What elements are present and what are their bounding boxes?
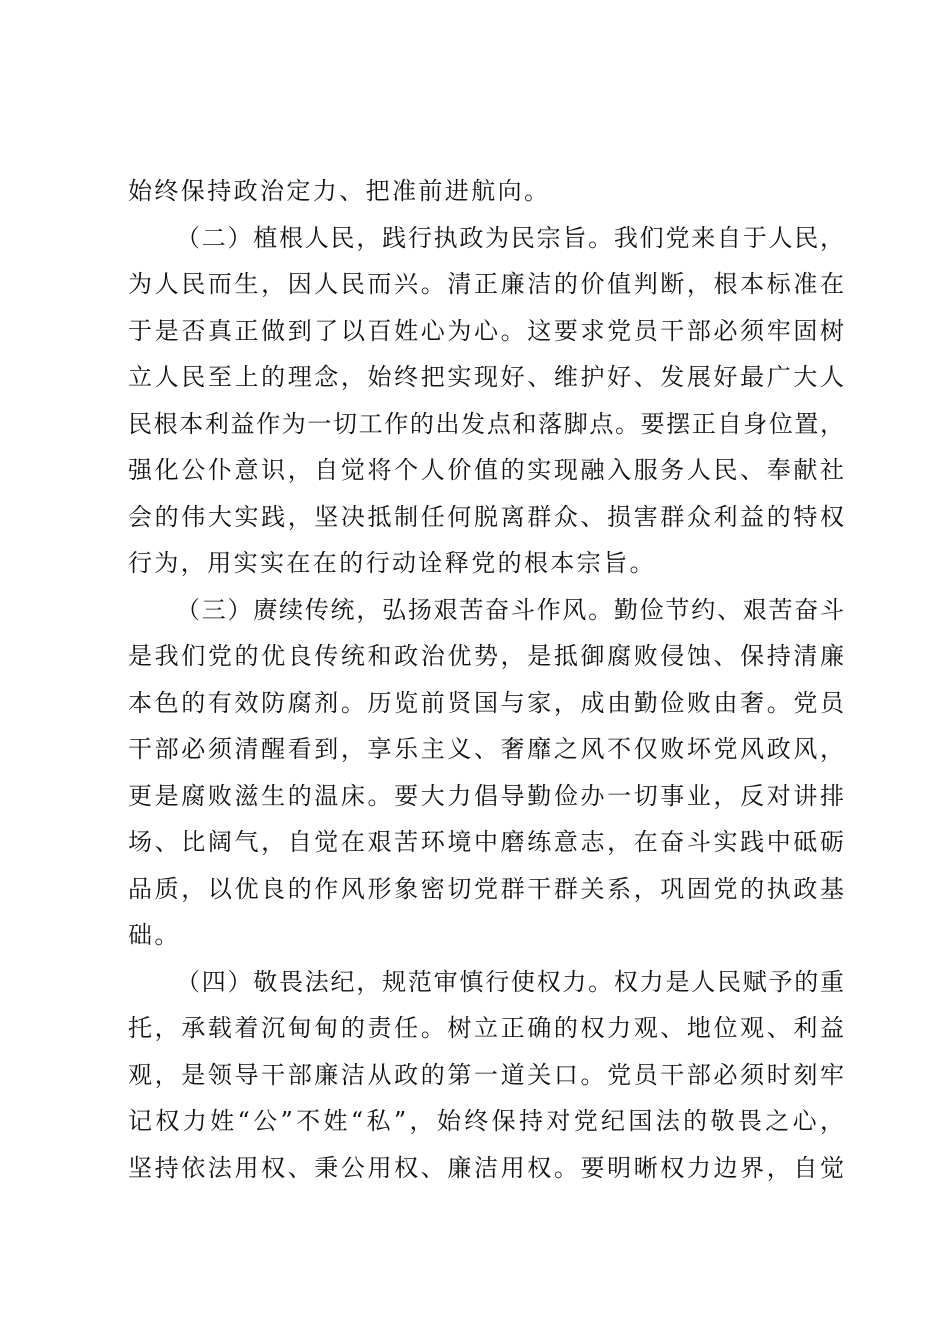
text-line: 坚持依法用权、秉公用权、廉洁用权。要明晰权力边界，自觉: [128, 1153, 844, 1182]
text-line: 本色的有效防腐剂。历览前贤国与家，成由勤俭败由奢。党员: [128, 688, 844, 717]
text-line: 更是腐败滋生的温床。要大力倡导勤俭办一切事业，反对讲排: [128, 781, 844, 810]
text-line: 是我们党的优良传统和政治优势，是抵御腐败侵蚀、保持清廉: [128, 642, 844, 670]
text-line: 础。: [128, 921, 181, 949]
section-three-heading-line: （三）赓续传统，弘扬艰苦奋斗作风。勤俭节约、艰苦奋斗: [176, 595, 844, 624]
text-line: 托，承载着沉甸甸的责任。树立正确的权力观、地位观、利益: [128, 1014, 844, 1042]
text-line: 场、比阔气，自觉在艰苦环境中磨练意志，在奋斗实践中砥砺: [128, 828, 844, 856]
text-line: 会的伟大实践，坚决抵制任何脱离群众、损害群众利益的特权: [128, 502, 844, 531]
text-line: 始终保持政治定力、把准前进航向。: [128, 177, 551, 205]
section-four-heading-line: （四）敬畏法纪，规范审慎行使权力。权力是人民赋予的重: [176, 967, 844, 996]
text-line: 干部必须清醒看到，享乐主义、奢靡之风不仅败坏党风政风，: [128, 735, 844, 763]
text-line: 行为，用实实在在的行动诠释党的根本宗旨。: [128, 549, 656, 577]
section-two-heading-line: （二）植根人民，践行执政为民宗旨。我们党来自于人民，: [176, 223, 844, 252]
text-line: 强化公仆意识，自觉将个人价值的实现融入服务人民、奉献社: [128, 456, 844, 484]
text-line: 品质，以优良的作风形象密切党群干群关系，巩固党的执政基: [128, 874, 844, 903]
text-line: 为人民而生，因人民而兴。清正廉洁的价值判断，根本标准在: [128, 270, 844, 298]
text-line: 于是否真正做到了以百姓心为心。这要求党员干部必须牢固树: [128, 316, 844, 345]
text-line: 观，是领导干部廉洁从政的第一道关口。党员干部必须时刻牢: [128, 1060, 844, 1089]
document-body: [128, 168, 844, 1191]
text-line: 民根本利益作为一切工作的出发点和落脚点。要摆正自身位置，: [128, 409, 844, 438]
text-line: 立人民至上的理念，始终把实现好、维护好、发展好最广大人: [128, 363, 844, 391]
text-line: 记权力姓“公”不姓“私”，始终保持对党纪国法的敬畏之心，: [128, 1107, 844, 1135]
